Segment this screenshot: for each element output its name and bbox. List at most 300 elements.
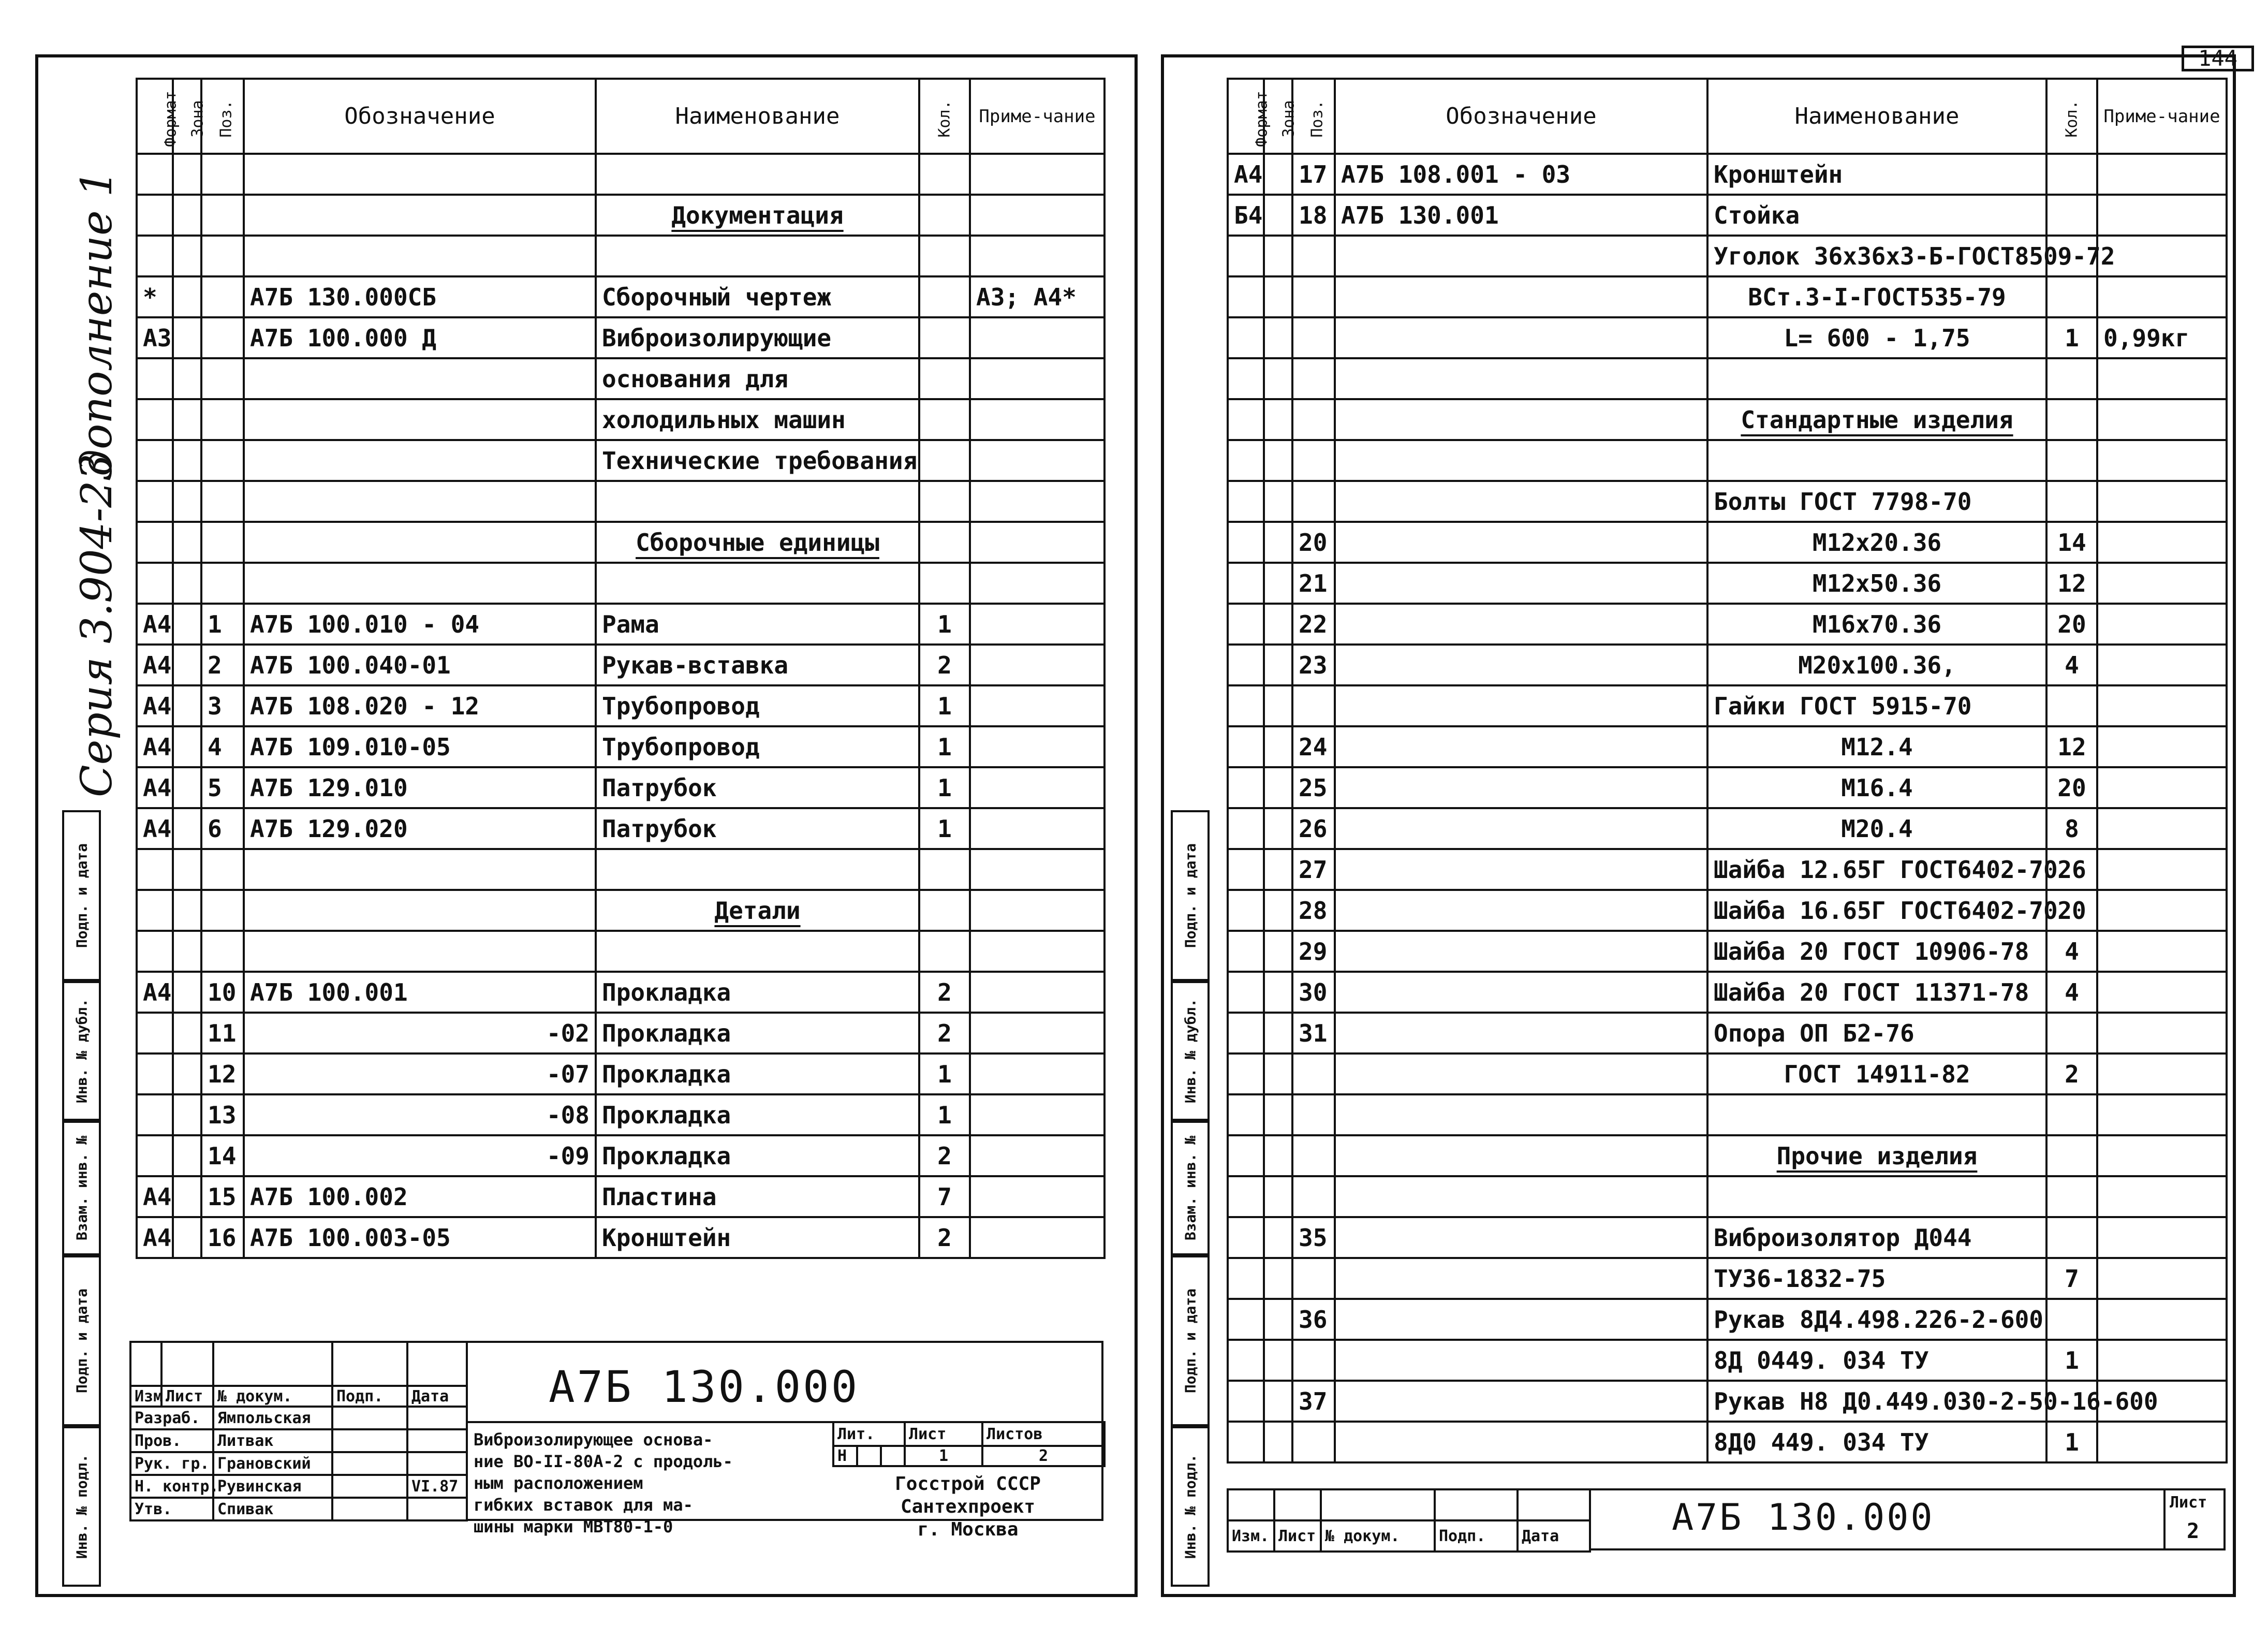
table-row xyxy=(137,685,1104,726)
cell-note xyxy=(2097,685,2227,726)
cell-note xyxy=(970,645,1104,685)
col-format: Формат xyxy=(137,79,173,154)
cell-qty: 7 xyxy=(919,1176,970,1217)
sign-date-box-2: Подп. и дата xyxy=(62,1255,101,1426)
table-row xyxy=(137,522,1104,563)
cell-designation xyxy=(1335,604,1707,645)
cell-designation xyxy=(1335,972,1707,1013)
cell-name: Прокладка xyxy=(596,1053,919,1094)
cell-qty xyxy=(2046,358,2097,399)
table-row xyxy=(1228,1176,2227,1217)
cell-designation xyxy=(1335,1053,1707,1094)
dup-inv-box: Инв. № дубл. xyxy=(62,981,101,1121)
cell-note xyxy=(970,685,1104,726)
cell-pos xyxy=(201,931,244,972)
col-format: Формат xyxy=(1228,79,1264,154)
cell-note xyxy=(2097,767,2227,808)
cell-name: ГОСТ 14911-82 xyxy=(1707,1053,2046,1094)
cell-zone xyxy=(1264,849,1292,890)
cell-name xyxy=(596,849,919,890)
cell-note xyxy=(2097,1176,2227,1217)
cell-pos: 12 xyxy=(201,1053,244,1094)
cell-pos: 14 xyxy=(201,1135,244,1176)
cell-pos: 21 xyxy=(1292,563,1335,604)
table-row xyxy=(137,1217,1104,1258)
cell-qty xyxy=(919,563,970,604)
table-row xyxy=(1228,972,2227,1013)
table-row xyxy=(1228,1299,2227,1340)
table-row xyxy=(137,890,1104,931)
cell-zone xyxy=(1264,1258,1292,1299)
right-spec-table xyxy=(1227,78,2228,1464)
cell-designation xyxy=(244,522,596,563)
cell-note xyxy=(2097,481,2227,522)
cell-name: М16.4 xyxy=(1707,767,2046,808)
col-zone: Зона xyxy=(173,79,201,154)
tb-role: Пров. xyxy=(130,1429,213,1452)
cell-name: М12x50.36 xyxy=(1707,563,2046,604)
cell-format xyxy=(1228,1094,1264,1135)
cell-name: Документация xyxy=(596,195,919,236)
tb-h-doc: № докум. xyxy=(213,1386,332,1407)
cell-pos xyxy=(201,440,244,481)
cell-qty: 14 xyxy=(2046,522,2097,563)
cell-pos xyxy=(201,522,244,563)
cell-format xyxy=(137,890,173,931)
cell-name: Рукав Н8 Д0.449.030-2-50-16-600 xyxy=(1707,1381,2046,1422)
table-row xyxy=(137,440,1104,481)
cell-name: М20x100.36, xyxy=(1707,645,2046,685)
cell-qty: 4 xyxy=(2046,972,2097,1013)
rf-code: А7Б 130.000 xyxy=(1672,1496,1935,1539)
cell-zone xyxy=(1264,1053,1292,1094)
cell-designation xyxy=(1335,481,1707,522)
cell-designation: А7Б 108.020 - 12 xyxy=(244,685,596,726)
cell-format xyxy=(1228,276,1264,317)
table-row xyxy=(1228,767,2227,808)
replace-inv-box: Взам. инв. № xyxy=(62,1121,101,1255)
table-row xyxy=(137,154,1104,195)
cell-name: Гайки ГОСТ 5915-70 xyxy=(1707,685,2046,726)
cell-pos xyxy=(201,563,244,604)
cell-format: А4 xyxy=(137,1217,173,1258)
cell-designation: А7Б 129.010 xyxy=(244,767,596,808)
cell-pos xyxy=(201,317,244,358)
cell-format: А4 xyxy=(137,972,173,1013)
cell-designation: А7Б 100.010 - 04 xyxy=(244,604,596,645)
table-row xyxy=(137,236,1104,276)
cell-qty xyxy=(919,317,970,358)
cell-format xyxy=(137,481,173,522)
cell-note xyxy=(2097,890,2227,931)
cell-name: Болты ГОСТ 7798-70 xyxy=(1707,481,2046,522)
cell-note xyxy=(2097,645,2227,685)
cell-designation xyxy=(1335,726,1707,767)
cell-designation xyxy=(244,481,596,522)
tb-h-sign: Подп. xyxy=(332,1386,407,1407)
tb-h-list: Лист xyxy=(161,1386,213,1407)
cell-pos xyxy=(1292,685,1335,726)
table-row xyxy=(137,767,1104,808)
tb-description: Виброизолирующее основа- ние ВО-II-80А-2 с продоль- ным расположением гибких вставок для ма- шины марки МВТ80-1-0 xyxy=(474,1430,733,1536)
cell-name xyxy=(1707,1176,2046,1217)
cell-name: Патрубок xyxy=(596,808,919,849)
orig-inv-box: Инв. № подл. xyxy=(62,1426,101,1587)
cell-note xyxy=(2097,1422,2227,1462)
cell-zone xyxy=(1264,481,1292,522)
cell-note xyxy=(970,604,1104,645)
cell-qty: 1 xyxy=(919,1094,970,1135)
cell-zone xyxy=(1264,931,1292,972)
table-row xyxy=(1228,1381,2227,1422)
table-row xyxy=(1228,236,2227,276)
rf-h-sign: Подп. xyxy=(1435,1520,1518,1552)
cell-designation xyxy=(1335,1094,1707,1135)
cell-zone xyxy=(173,931,201,972)
cell-name: Прокладка xyxy=(596,1135,919,1176)
cell-note xyxy=(970,931,1104,972)
cell-note xyxy=(2097,1135,2227,1176)
cell-qty xyxy=(2046,399,2097,440)
cell-format xyxy=(137,236,173,276)
cell-zone xyxy=(1264,195,1292,236)
cell-zone xyxy=(173,481,201,522)
table-row xyxy=(1228,645,2227,685)
cell-pos xyxy=(1292,1176,1335,1217)
cell-name: Прокладка xyxy=(596,1094,919,1135)
cell-name: Детали xyxy=(596,890,919,931)
cell-note xyxy=(2097,972,2227,1013)
cell-name: Виброизолирующие xyxy=(596,317,919,358)
cell-zone xyxy=(1264,808,1292,849)
cell-qty xyxy=(919,522,970,563)
cell-format xyxy=(137,563,173,604)
cell-qty xyxy=(919,276,970,317)
table-row xyxy=(1228,522,2227,563)
cell-pos xyxy=(1292,1340,1335,1381)
cell-note xyxy=(970,1053,1104,1094)
tb-role: Н. контр. xyxy=(130,1475,213,1498)
cell-format: А3 xyxy=(137,317,173,358)
cell-note xyxy=(2097,1258,2227,1299)
cell-pos: 24 xyxy=(1292,726,1335,767)
cell-format xyxy=(1228,1217,1264,1258)
cell-qty: 1 xyxy=(919,808,970,849)
cell-note xyxy=(2097,1217,2227,1258)
cell-pos: 29 xyxy=(1292,931,1335,972)
table-row xyxy=(1228,1053,2227,1094)
cell-pos xyxy=(1292,317,1335,358)
cell-zone xyxy=(173,890,201,931)
cell-qty: 1 xyxy=(919,1053,970,1094)
cell-pos: 3 xyxy=(201,685,244,726)
cell-qty: 1 xyxy=(919,726,970,767)
cell-format xyxy=(137,440,173,481)
cell-note xyxy=(2097,808,2227,849)
cell-zone xyxy=(1264,890,1292,931)
cell-zone xyxy=(173,195,201,236)
cell-format: * xyxy=(137,276,173,317)
table-row xyxy=(137,808,1104,849)
cell-note xyxy=(2097,399,2227,440)
cell-zone xyxy=(173,1013,201,1053)
cell-zone xyxy=(173,440,201,481)
cell-name: Рукав-вставка xyxy=(596,645,919,685)
table-row xyxy=(137,399,1104,440)
cell-note xyxy=(970,1135,1104,1176)
cell-format xyxy=(1228,1258,1264,1299)
cell-zone xyxy=(173,1135,201,1176)
cell-note xyxy=(2097,1299,2227,1340)
cell-name: М12.4 xyxy=(1707,726,2046,767)
cell-name: Шайба 20 ГОСТ 11371-78 xyxy=(1707,972,2046,1013)
cell-zone xyxy=(173,358,201,399)
cell-note xyxy=(970,726,1104,767)
cell-name xyxy=(1707,358,2046,399)
cell-note xyxy=(970,1217,1104,1258)
cell-note xyxy=(2097,726,2227,767)
rf-h-doc: № докум. xyxy=(1321,1520,1435,1552)
cell-pos: 10 xyxy=(201,972,244,1013)
cell-format xyxy=(137,399,173,440)
rf-sheet-label: Лист xyxy=(2170,1494,2207,1512)
cell-designation xyxy=(1335,849,1707,890)
cell-pos: 15 xyxy=(201,1176,244,1217)
cell-format: А4 xyxy=(1228,154,1264,195)
cell-qty xyxy=(2046,1094,2097,1135)
cell-name xyxy=(596,481,919,522)
tb-sheets-label: Листов xyxy=(982,1422,1104,1446)
cell-name: Стойка xyxy=(1707,195,2046,236)
cell-name: Опора ОП Б2-76 xyxy=(1707,1013,2046,1053)
cell-pos xyxy=(1292,1422,1335,1462)
cell-zone xyxy=(1264,276,1292,317)
cell-format xyxy=(137,154,173,195)
cell-name: Сборочный чертеж xyxy=(596,276,919,317)
cell-zone xyxy=(1264,645,1292,685)
cell-designation: А7Б 100.001 xyxy=(244,972,596,1013)
cell-zone xyxy=(1264,1381,1292,1422)
rf-sheet-value: 2 xyxy=(2187,1519,2200,1543)
cell-pos: 35 xyxy=(1292,1217,1335,1258)
cell-qty xyxy=(2046,1135,2097,1176)
cell-zone xyxy=(173,1094,201,1135)
cell-pos: 26 xyxy=(1292,808,1335,849)
cell-note xyxy=(970,1176,1104,1217)
cell-qty: 7 xyxy=(2046,1258,2097,1299)
tb-h-izm: Изм. xyxy=(130,1386,161,1407)
cell-designation xyxy=(244,358,596,399)
cell-designation xyxy=(1335,440,1707,481)
cell-qty: 1 xyxy=(2046,317,2097,358)
cell-zone xyxy=(173,685,201,726)
cell-zone xyxy=(1264,767,1292,808)
cell-qty: 2 xyxy=(919,1217,970,1258)
cell-note xyxy=(2097,604,2227,645)
table-row xyxy=(1228,317,2227,358)
cell-qty: 1 xyxy=(919,604,970,645)
cell-format xyxy=(1228,931,1264,972)
table-row xyxy=(1228,808,2227,849)
cell-note xyxy=(2097,931,2227,972)
cell-zone xyxy=(173,276,201,317)
cell-zone xyxy=(1264,604,1292,645)
cell-format: А4 xyxy=(137,808,173,849)
cell-note xyxy=(2097,236,2227,276)
cell-designation xyxy=(244,931,596,972)
cell-name: Шайба 12.65Г ГОСТ6402-70 xyxy=(1707,849,2046,890)
cell-format: Б4 xyxy=(1228,195,1264,236)
cell-qty: 26 xyxy=(2046,849,2097,890)
cell-zone xyxy=(173,1217,201,1258)
cell-format xyxy=(1228,1013,1264,1053)
cell-designation xyxy=(244,440,596,481)
cell-format xyxy=(137,931,173,972)
cell-name: ВСт.3-I-ГОСТ535-79 xyxy=(1707,276,2046,317)
cell-format xyxy=(1228,1340,1264,1381)
table-row xyxy=(137,849,1104,890)
cell-designation xyxy=(1335,1340,1707,1381)
cell-format xyxy=(1228,1381,1264,1422)
cell-qty xyxy=(919,931,970,972)
cell-format xyxy=(1228,685,1264,726)
cell-pos: 16 xyxy=(201,1217,244,1258)
cell-zone xyxy=(173,236,201,276)
cell-qty xyxy=(919,440,970,481)
cell-qty xyxy=(919,195,970,236)
cell-note xyxy=(2097,358,2227,399)
cell-name: 8Д 0449. 034 ТУ xyxy=(1707,1340,2046,1381)
cell-qty: 4 xyxy=(2046,645,2097,685)
cell-format xyxy=(137,358,173,399)
table-row xyxy=(1228,358,2227,399)
cell-name: Патрубок xyxy=(596,767,919,808)
cell-name: Уголок 36x36x3-Б-ГОСТ8509-72 xyxy=(1707,236,2046,276)
cell-pos: 2 xyxy=(201,645,244,685)
cell-zone xyxy=(173,1053,201,1094)
cell-qty xyxy=(2046,1176,2097,1217)
cell-qty xyxy=(919,154,970,195)
cell-name xyxy=(596,154,919,195)
cell-designation xyxy=(1335,317,1707,358)
cell-note xyxy=(970,890,1104,931)
cell-designation: А7Б 108.001 - 03 xyxy=(1335,154,1707,195)
cell-name: 8Д0 449. 034 ТУ xyxy=(1707,1422,2046,1462)
cell-name: ТУ36-1832-75 xyxy=(1707,1258,2046,1299)
cell-note xyxy=(2097,440,2227,481)
cell-designation xyxy=(1335,931,1707,972)
cell-pos: 27 xyxy=(1292,849,1335,890)
cell-note xyxy=(2097,1094,2227,1135)
col-qty: Кол. xyxy=(919,79,970,154)
cell-qty: 2 xyxy=(919,1135,970,1176)
table-row xyxy=(137,604,1104,645)
cell-pos xyxy=(201,276,244,317)
cell-zone xyxy=(173,849,201,890)
cell-format xyxy=(1228,481,1264,522)
col-name: Наименование xyxy=(596,79,919,154)
tb-name: Спивак xyxy=(213,1498,332,1520)
cell-pos xyxy=(1292,358,1335,399)
cell-qty: 4 xyxy=(2046,931,2097,972)
table-row xyxy=(137,1094,1104,1135)
table-row xyxy=(1228,276,2227,317)
cell-pos xyxy=(1292,481,1335,522)
table-row xyxy=(1228,604,2227,645)
table-row xyxy=(1228,685,2227,726)
cell-note: А3; А4* xyxy=(970,276,1104,317)
tb-sheets-value: 2 xyxy=(982,1446,1104,1466)
cell-note xyxy=(2097,195,2227,236)
series-label: Серия 3.904-23 xyxy=(72,453,122,797)
cell-format xyxy=(137,195,173,236)
cell-pos: 22 xyxy=(1292,604,1335,645)
cell-note: 0,99кг xyxy=(2097,317,2227,358)
cell-pos xyxy=(201,154,244,195)
tb-name: Рувинская xyxy=(213,1475,332,1498)
cell-format xyxy=(137,1135,173,1176)
cell-qty: 1 xyxy=(919,767,970,808)
cell-qty xyxy=(919,236,970,276)
cell-zone xyxy=(173,972,201,1013)
cell-designation: А7Б 130.001 xyxy=(1335,195,1707,236)
cell-note xyxy=(970,154,1104,195)
sign-date-box-2: Подп. и дата xyxy=(1171,1255,1210,1426)
cell-name xyxy=(596,236,919,276)
col-pos: Поз. xyxy=(1292,79,1335,154)
cell-format xyxy=(1228,849,1264,890)
tb-date-value: VI.87 xyxy=(407,1475,467,1498)
cell-designation xyxy=(1335,1217,1707,1258)
cell-pos xyxy=(201,195,244,236)
cell-zone xyxy=(1264,1176,1292,1217)
cell-note xyxy=(2097,522,2227,563)
cell-qty xyxy=(2046,1217,2097,1258)
cell-designation xyxy=(244,154,596,195)
cell-pos xyxy=(201,236,244,276)
tb-role: Рук. гр. xyxy=(130,1452,213,1475)
cell-pos xyxy=(201,399,244,440)
sign-date-box: Подп. и дата xyxy=(1171,810,1210,981)
orig-inv-box: Инв. № подл. xyxy=(1171,1426,1210,1587)
cell-qty: 20 xyxy=(2046,604,2097,645)
cell-note xyxy=(970,563,1104,604)
table-row xyxy=(1228,440,2227,481)
tb-name: Литвак xyxy=(213,1429,332,1452)
cell-zone xyxy=(1264,1094,1292,1135)
cell-zone xyxy=(173,767,201,808)
cell-qty xyxy=(2046,1299,2097,1340)
cell-zone xyxy=(173,154,201,195)
cell-zone xyxy=(1264,685,1292,726)
cell-note xyxy=(970,767,1104,808)
cell-zone xyxy=(173,645,201,685)
table-row xyxy=(137,972,1104,1013)
cell-pos: 30 xyxy=(1292,972,1335,1013)
cell-name: Трубопровод xyxy=(596,685,919,726)
cell-designation xyxy=(1335,563,1707,604)
cell-qty: 2 xyxy=(2046,1053,2097,1094)
table-row xyxy=(1228,726,2227,767)
cell-name: М20.4 xyxy=(1707,808,2046,849)
table-row xyxy=(137,645,1104,685)
cell-qty xyxy=(919,399,970,440)
cell-designation xyxy=(244,890,596,931)
cell-name: Прокладка xyxy=(596,972,919,1013)
cell-zone xyxy=(1264,522,1292,563)
cell-designation xyxy=(1335,645,1707,685)
cell-designation xyxy=(1335,1258,1707,1299)
